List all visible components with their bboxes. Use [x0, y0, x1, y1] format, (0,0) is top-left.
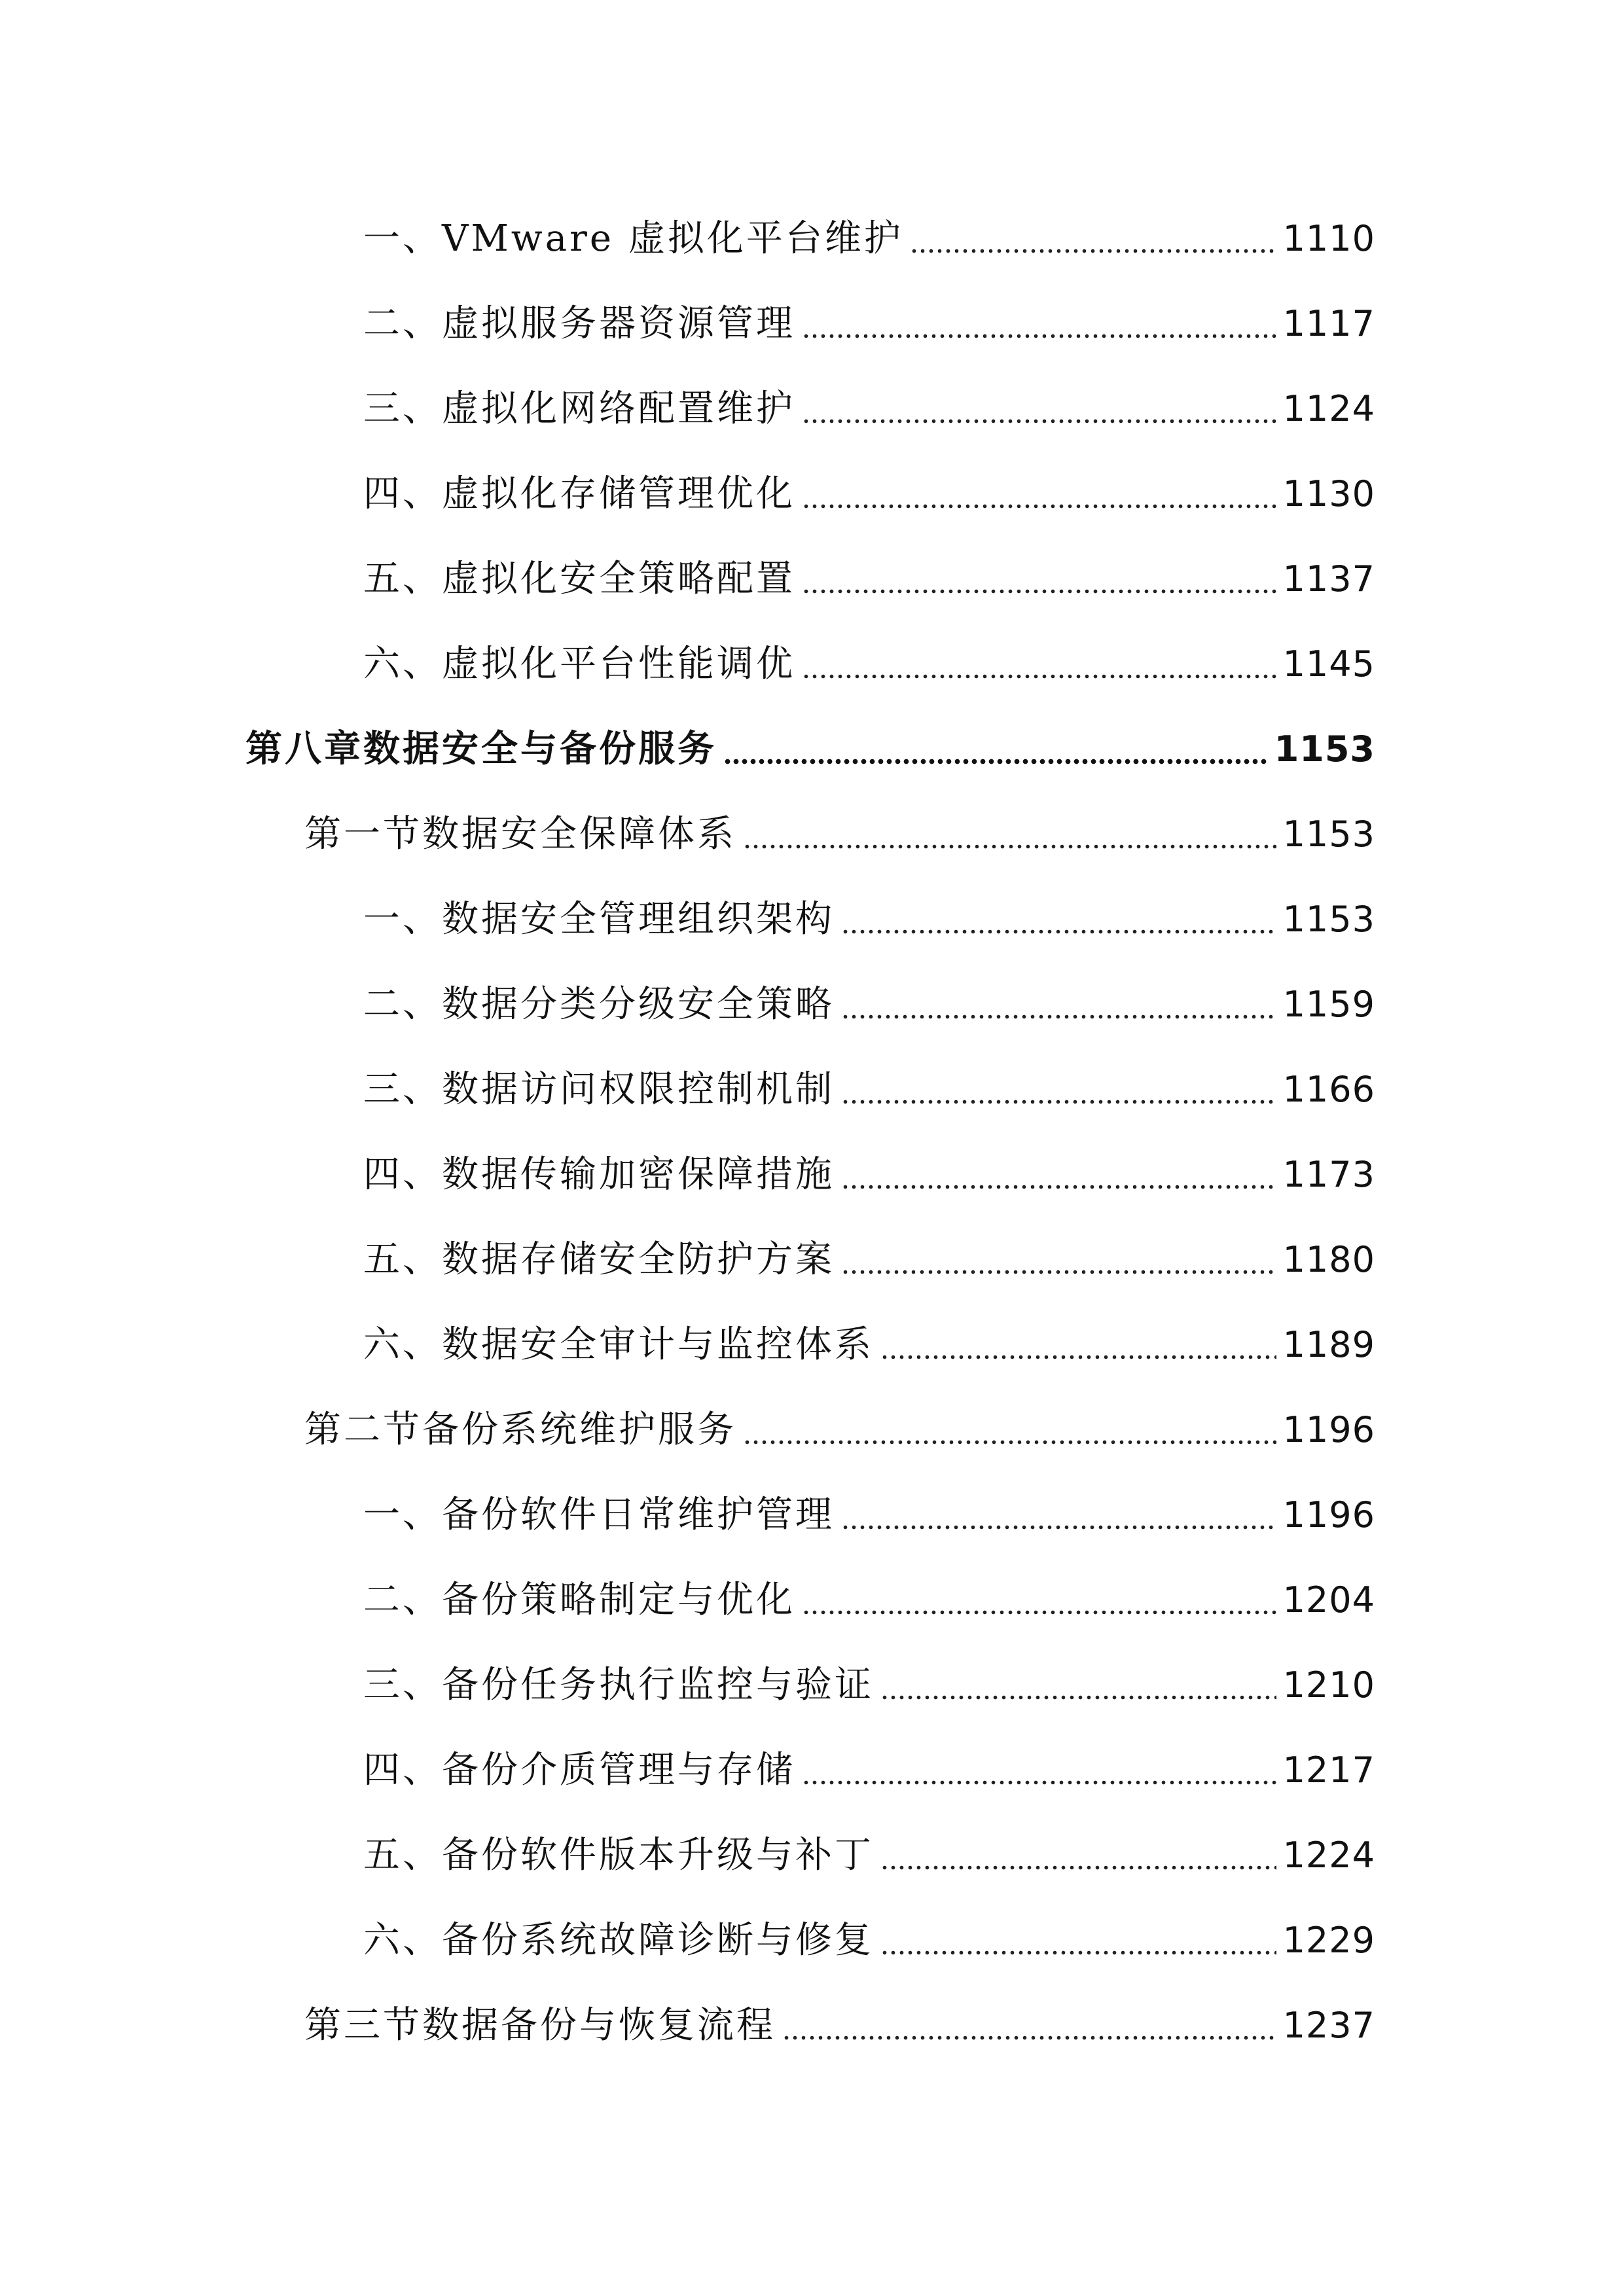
- dot-leader: [782, 2007, 1276, 2044]
- toc-entry-page: 1124: [1282, 388, 1375, 429]
- dot-leader: [802, 1752, 1276, 1789]
- dot-leader: [802, 306, 1276, 342]
- toc-entry[interactable]: [0, 1473, 1624, 1558]
- dot-leader: [723, 731, 1268, 768]
- toc-entry[interactable]: [0, 1813, 1624, 1898]
- toc-entry-title: 五、虚拟化安全策略配置: [363, 558, 795, 600]
- toc-entry-page: 1204: [1282, 1579, 1375, 1621]
- toc-entry-title: 一、数据安全管理组织架构: [363, 898, 835, 941]
- toc-entry-page: 1137: [1282, 558, 1375, 600]
- toc-entry[interactable]: [0, 622, 1624, 707]
- toc-entry[interactable]: [0, 1728, 1624, 1813]
- toc-entry-title: 三、备份任务执行监控与验证: [363, 1664, 874, 1706]
- dot-leader: [841, 1071, 1276, 1108]
- toc-entry-title: 二、备份策略制定与优化: [363, 1579, 795, 1621]
- toc-section-entry[interactable]: [0, 1388, 1624, 1473]
- toc-entry[interactable]: [0, 452, 1624, 537]
- dot-leader: [880, 1837, 1276, 1874]
- toc-section-entry[interactable]: [0, 1983, 1624, 2068]
- toc-entry-page: 1153: [1274, 728, 1375, 770]
- toc-section-entry[interactable]: [0, 792, 1624, 877]
- toc-entry[interactable]: [0, 1302, 1624, 1388]
- toc-entry-page: 1153: [1282, 814, 1375, 855]
- dot-leader: [743, 816, 1276, 853]
- toc-entry-title: 六、数据安全审计与监控体系: [363, 1323, 874, 1366]
- toc-entry[interactable]: [0, 1132, 1624, 1217]
- toc-entry-title: 二、虚拟服务器资源管理: [363, 302, 795, 345]
- toc-entry-title: 三、虚拟化网络配置维护: [363, 387, 795, 430]
- dot-leader: [802, 391, 1276, 427]
- toc-entry-page: 1180: [1282, 1239, 1375, 1280]
- toc-entry[interactable]: [0, 1217, 1624, 1302]
- toc-entry-title: 第二节备份系统维护服务: [304, 1408, 736, 1451]
- dot-leader: [802, 1582, 1276, 1619]
- dot-leader: [841, 1242, 1276, 1278]
- toc-entry-title: 四、虚拟化存储管理优化: [363, 473, 795, 515]
- toc-entry-page: 1130: [1282, 473, 1375, 514]
- toc-entry-page: 1159: [1282, 984, 1375, 1025]
- toc-entry-title: 四、备份介质管理与存储: [363, 1749, 795, 1791]
- toc-entry-page: 1217: [1282, 1749, 1375, 1791]
- toc-entry-page: 1173: [1282, 1154, 1375, 1195]
- toc-entry-page: 1229: [1282, 1920, 1375, 1961]
- toc-entry-page: 1189: [1282, 1324, 1375, 1365]
- toc-entry-title: 六、虚拟化平台性能调优: [363, 643, 795, 685]
- dot-leader: [802, 561, 1276, 598]
- dot-leader: [841, 986, 1276, 1023]
- toc-entry-title: 五、备份软件版本升级与补丁: [363, 1834, 874, 1876]
- toc-entry-page: 1117: [1282, 303, 1375, 344]
- dot-leader: [880, 1327, 1276, 1363]
- toc-entry-title: 三、数据访问权限控制机制: [363, 1068, 835, 1111]
- toc-entry-title: 六、备份系统故障诊断与修复: [363, 1919, 874, 1962]
- toc-entry-title: 五、数据存储安全防护方案: [363, 1238, 835, 1281]
- dot-leader: [841, 901, 1276, 938]
- toc-entry-page: 1145: [1282, 643, 1375, 685]
- toc-entry[interactable]: [0, 367, 1624, 452]
- toc-entry[interactable]: [0, 877, 1624, 962]
- toc-entry[interactable]: [0, 281, 1624, 367]
- toc-entry-page: 1224: [1282, 1835, 1375, 1876]
- table-of-contents: [0, 196, 1624, 2068]
- dot-leader: [880, 1667, 1276, 1704]
- dot-leader: [743, 1412, 1276, 1448]
- toc-entry-page: 1166: [1282, 1069, 1375, 1110]
- toc-entry-page: 1196: [1282, 1494, 1375, 1535]
- toc-entry-title: 一、VMware 虚拟化平台维护: [363, 217, 903, 260]
- toc-entry-title: 二、数据分类分级安全策略: [363, 983, 835, 1026]
- toc-entry[interactable]: [0, 1558, 1624, 1643]
- toc-entry-title: 第三节数据备份与恢复流程: [304, 2004, 776, 2047]
- toc-entry[interactable]: [0, 196, 1624, 281]
- dot-leader: [802, 646, 1276, 683]
- dot-leader: [802, 476, 1276, 512]
- toc-entry-page: 1210: [1282, 1664, 1375, 1706]
- toc-chapter-entry[interactable]: [0, 707, 1624, 792]
- dot-leader: [910, 221, 1276, 257]
- toc-entry-page: 1196: [1282, 1409, 1375, 1450]
- toc-entry[interactable]: [0, 1643, 1624, 1728]
- dot-leader: [841, 1497, 1276, 1534]
- toc-entry-title: 一、备份软件日常维护管理: [363, 1494, 835, 1536]
- toc-entry[interactable]: [0, 1898, 1624, 1983]
- toc-entry[interactable]: [0, 537, 1624, 622]
- toc-entry[interactable]: [0, 962, 1624, 1047]
- toc-entry-page: 1153: [1282, 899, 1375, 940]
- toc-entry-title: 第八章数据安全与备份服务: [245, 728, 717, 770]
- dot-leader: [841, 1157, 1276, 1193]
- toc-entry-page: 1237: [1282, 2005, 1375, 2046]
- dot-leader: [880, 1922, 1276, 1959]
- toc-entry-page: 1110: [1282, 218, 1375, 259]
- toc-entry[interactable]: [0, 1047, 1624, 1132]
- toc-entry-title: 四、数据传输加密保障措施: [363, 1153, 835, 1196]
- toc-entry-title: 第一节数据安全保障体系: [304, 813, 736, 855]
